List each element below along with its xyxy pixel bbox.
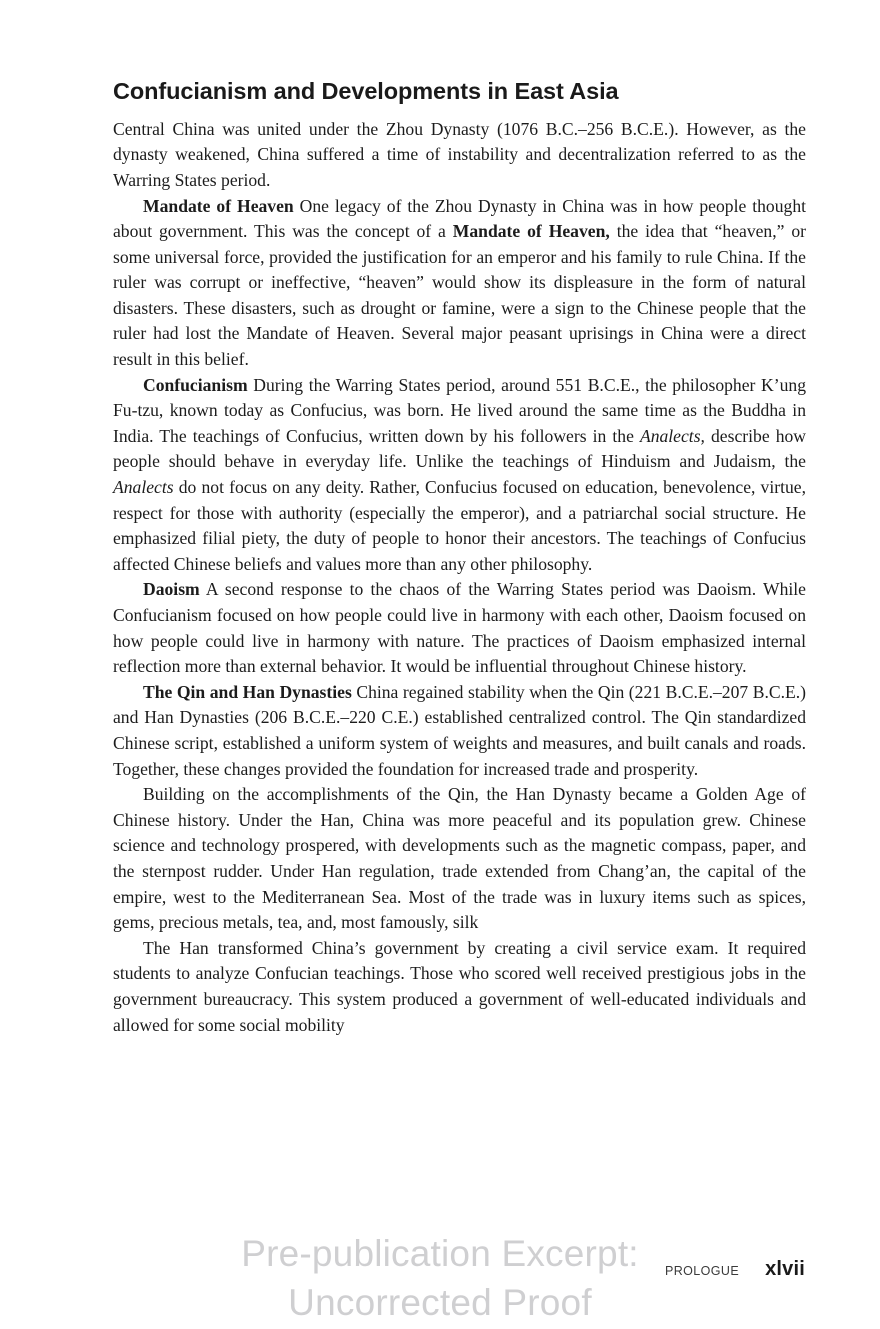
page-footer [0, 1258, 880, 1292]
italic-analects-first: Analects, [639, 425, 705, 446]
paragraph-civil-service-text: The Han transformed China’s government by creating a civil service exam. It required students to analyze Confucian teachings. Those who scored well received prestigious jobs in the government bureaucracy. This system produced a government of well-educated individuals and allowed for some social mobility [113, 937, 806, 1035]
run-in-head-mandate: Mandate of Heaven [143, 195, 294, 216]
page-title: Confucianism and Developments in East Asia [113, 78, 619, 104]
footer-inner [665, 1258, 805, 1281]
paragraph-mandate-part1: One legacy of the Zhou Dynasty in China was in how people thought about government. This was the concept of a [113, 195, 807, 242]
paragraph-intro [113, 117, 806, 194]
paragraph-daoism-part1: A second response to the chaos of the Warring States period was Daoism. While Confucianism focused on how people could live in harmony with each other, Daoism focused on how people could live in harmony with nature. The practices of Daoism emphasized internal reflection more than external behavior. It would be influential throughout Chinese history. [113, 579, 806, 677]
paragraph-confucianism [113, 373, 806, 578]
paragraph-qin-and-han-dynasties [113, 680, 806, 782]
run-in-head-daoism: Daoism [143, 579, 200, 600]
paragraph-daoism [113, 577, 806, 679]
paragraph-mandate-of-heaven [113, 194, 806, 373]
running-head: PROLOGUE [665, 1264, 740, 1278]
paragraph-mandate-part2: the idea that “heaven,” or some universal force, provided the justification for an emperor and his family to rule China. If the ruler was corrupt or ineffective, “heaven” would show its displeasure in the form of natural disasters. These disasters, such as drought or famine, were a sign to the Chinese people that the ruler had lost the Mandate of Heaven. Several major peasant uprisings in China were a direct result in this belief. [113, 221, 806, 370]
paragraph-confucianism-part1: During the Warring States period, around 551 B.C.E., the philosopher K’ung Fu-tzu, known today as Confucius, was born. He lived around the same time as the Buddha in India. The teachings of Confucius, written down by his followers in the [113, 374, 806, 446]
run-in-head-qin-and-han: The Qin and Han Dynasties [143, 681, 352, 702]
page-number: xlvii [765, 1258, 805, 1280]
italic-analects-second: Analects [113, 477, 174, 498]
run-in-head-confucianism: Confucianism [143, 374, 248, 395]
paragraph-confucianism-part2: describe how people should behave in everyday life. Unlike the teachings of Hinduism and Judaism, the [113, 425, 806, 472]
text-column [113, 78, 806, 1038]
paragraph-golden-age-text: Building on the accomplishments of the Qin, the Han Dynasty became a Golden Age of Chinese history. Under the Han, China was more peaceful and its population grew. Chinese science and technology prospered, with developments such as the magnetic compass, paper, and the sternpost rudder. Under Han regulation, trade extended from Chang’an, the capital of the empire, west to the Mediterranean Sea. Most of the trade was in luxury items such as spices, gems, precious metals, tea, and, most famously, silk [113, 784, 806, 933]
paragraph-civil-service-exam [113, 936, 806, 1038]
paragraph-golden-age [113, 782, 806, 936]
paragraph-qin-han-part1: China regained stability when the Qin (221 B.C.E.–207 B.C.E.) and Han Dynasties (206 B.C.E.–220 C.E.) established centralized control. The Qin standardized Chinese script, established a uniform system of weights and measures, and built canals and roads. Together, these changes provided the foundation for increased trade and prosperity. [113, 681, 806, 779]
paragraph-confucianism-part3: do not focus on any deity. Rather, Confucius focused on education, benevolence, virtue, respect for those with authority (especially the emperor), and a patriarchal social structure. He emphasized filial piety, the duty of people to honor their ancestors. The teachings of Confucius affected Chinese beliefs and values more than any other philosophy. [113, 477, 806, 574]
watermark-line-2: Uncorrected Proof [288, 1282, 592, 1323]
watermark-line-1: Pre-publication Excerpt: [241, 1233, 639, 1274]
emphasis-mandate-of-heaven: Mandate of Heaven, [452, 221, 610, 242]
paragraph-intro-text: Central China was united under the Zhou Dynasty (1076 B.C.–256 B.C.E.). However, as the dynasty weakened, China suffered a time of instability and decentralization referred to as the Warring States period. [113, 118, 806, 190]
